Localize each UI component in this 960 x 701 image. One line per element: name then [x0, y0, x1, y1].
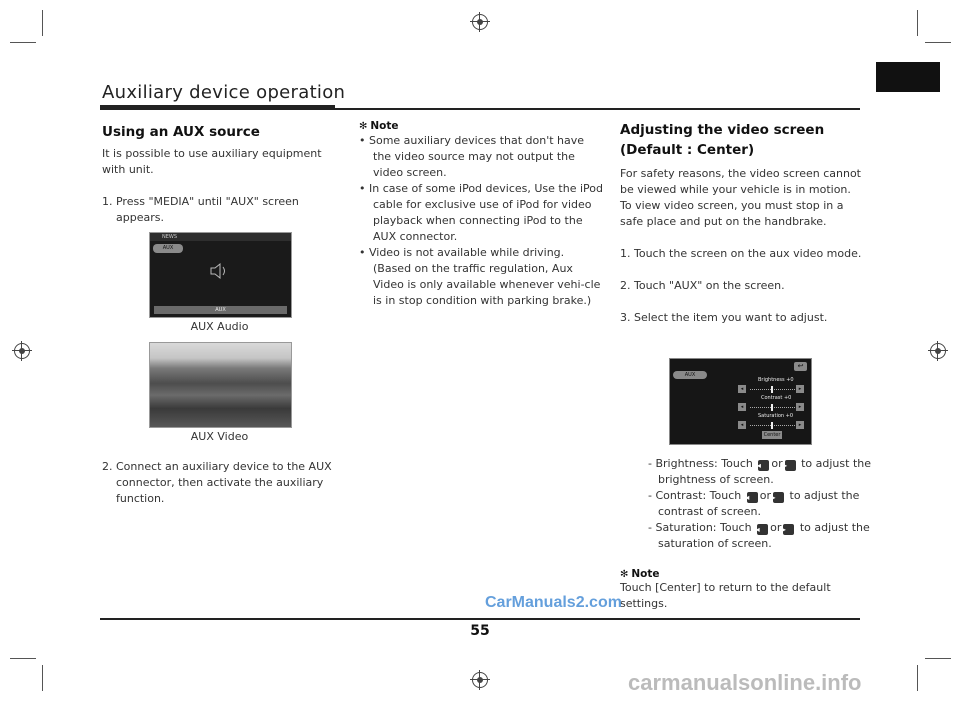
saturation-label: Saturation +0 — [758, 413, 794, 419]
page-number: 55 — [470, 623, 490, 639]
note-text: Touch [Center] to return to the default settings. — [620, 581, 831, 610]
item-or: or — [771, 457, 783, 470]
item-text: to adjust the saturation of screen. — [658, 521, 870, 550]
right-arrow-icon: ▸ — [796, 385, 804, 393]
crop-mark — [10, 42, 36, 43]
note-block — [620, 568, 860, 612]
step-3: 3. Select the item you want to adjust. — [620, 311, 828, 324]
item-text: - Contrast: Touch — [648, 489, 742, 502]
registration-mark-icon — [930, 343, 946, 359]
left-arrow-icon: ◂ — [738, 385, 746, 393]
speaker-icon — [208, 261, 232, 281]
brightness-row — [738, 385, 808, 393]
step-1: 1. Touch the screen on the aux video mode. — [620, 247, 862, 260]
heading-default: (Default : Center) — [620, 142, 755, 158]
left-arrow-icon: ◂ — [757, 524, 768, 535]
item-or: or — [759, 489, 772, 502]
slider-knob — [771, 422, 773, 429]
watermark-carmanuals: CarManuals2.com — [485, 594, 622, 611]
right-arrow-icon: ▸ — [796, 403, 804, 411]
registration-mark-icon — [472, 672, 488, 688]
contrast-label: Contrast +0 — [761, 395, 792, 401]
crop-mark — [10, 658, 36, 659]
caption-aux-video: AUX Video — [190, 430, 249, 443]
intro-text: For safety reasons, the video screen cannot be viewed while your vehicle is in motion. To view video screen, you must stop in a safe place and put on the handbrake. — [620, 167, 861, 228]
adjust-items — [622, 456, 888, 552]
section-title: Auxiliary device operation — [102, 82, 346, 103]
left-arrow-icon: ◂ — [747, 492, 758, 503]
note-heading — [620, 568, 860, 580]
header-rule-accent — [100, 105, 335, 110]
caption-aux-audio: AUX Audio — [190, 320, 249, 333]
crop-mark — [917, 665, 918, 691]
note-title-text: Note — [370, 120, 399, 132]
note-icon: ✻ — [620, 569, 629, 580]
aux-pill: AUX — [153, 244, 183, 253]
note-heading — [359, 120, 604, 132]
back-icon: ↩ — [794, 362, 807, 371]
aux-pill: AUX — [673, 371, 707, 379]
right-arrow-icon: ▸ — [785, 460, 796, 471]
video-settings-screenshot — [669, 358, 812, 445]
step-1: 1. Press "MEDIA" until "AUX" screen appears. — [102, 195, 299, 224]
adjust-item-brightness — [648, 456, 888, 488]
slider-knob — [771, 404, 773, 411]
adjust-item-contrast — [648, 488, 888, 520]
center-button: Center — [763, 432, 781, 438]
left-arrow-icon: ◂ — [758, 460, 769, 471]
item-text: - Brightness: Touch — [648, 457, 753, 470]
right-arrow-icon: ▸ — [773, 492, 784, 503]
crop-mark — [42, 10, 43, 36]
step-2: 2. Touch "AUX" on the screen. — [620, 279, 785, 292]
bottom-bar: AUX — [154, 306, 287, 314]
heading-adjust-video: Adjusting the video screen — [620, 122, 825, 138]
watermark-online: carmanualsonline.info — [628, 670, 862, 695]
note-bullet: • Video is not available while driving. (Based on the traffic regulation, Aux Video is only available whenever vehi-cle is in stop condition with parking brake.) — [359, 246, 601, 307]
aux-video-picture — [149, 342, 292, 428]
brightness-label: Brightness +0 — [758, 377, 794, 383]
note-bullet: • In case of some iPod devices, Use the iPod cable for exclusive use of iPod for video playback when connecting iPod to the AUX connector. — [359, 182, 603, 243]
crop-mark — [925, 42, 951, 43]
step-2: 2. Connect an auxiliary device to the AUX connector, then activate the auxiliary function. — [102, 460, 332, 505]
registration-mark-icon — [472, 14, 488, 30]
right-arrow-icon: ▸ — [796, 421, 804, 429]
adjust-item-saturation — [648, 520, 888, 552]
crop-mark — [925, 658, 951, 659]
contrast-row — [738, 403, 808, 411]
item-text: - Saturation: Touch — [648, 521, 752, 534]
right-arrow-icon: ▸ — [783, 524, 794, 535]
left-arrow-icon: ◂ — [738, 421, 746, 429]
footer-rule — [100, 618, 860, 620]
slider-knob — [771, 386, 773, 393]
column-note — [359, 120, 604, 309]
crop-mark — [42, 665, 43, 691]
status-text: NEWS — [162, 234, 178, 240]
saturation-row — [738, 421, 808, 429]
item-text: to adjust the contrast of screen. — [658, 489, 860, 518]
note-bullet: • Some auxiliary devices that don't have the video source may not output the video screen. — [359, 134, 585, 179]
registration-mark-icon — [14, 343, 30, 359]
crop-mark — [917, 10, 918, 36]
column-aux-source — [102, 122, 342, 226]
column-video-adjust — [620, 120, 865, 326]
aux-audio-screenshot — [149, 232, 292, 318]
intro-text: It is possible to use auxiliary equipment with unit. — [102, 147, 322, 176]
item-or: or — [770, 521, 782, 534]
heading-using-aux: Using an AUX source — [102, 124, 260, 140]
note-title-text: Note — [631, 568, 660, 580]
left-arrow-icon: ◂ — [738, 403, 746, 411]
note-icon: ✻ — [359, 121, 368, 132]
chapter-tab — [876, 62, 940, 92]
item-text: to adjust the brightness of screen. — [658, 457, 871, 486]
